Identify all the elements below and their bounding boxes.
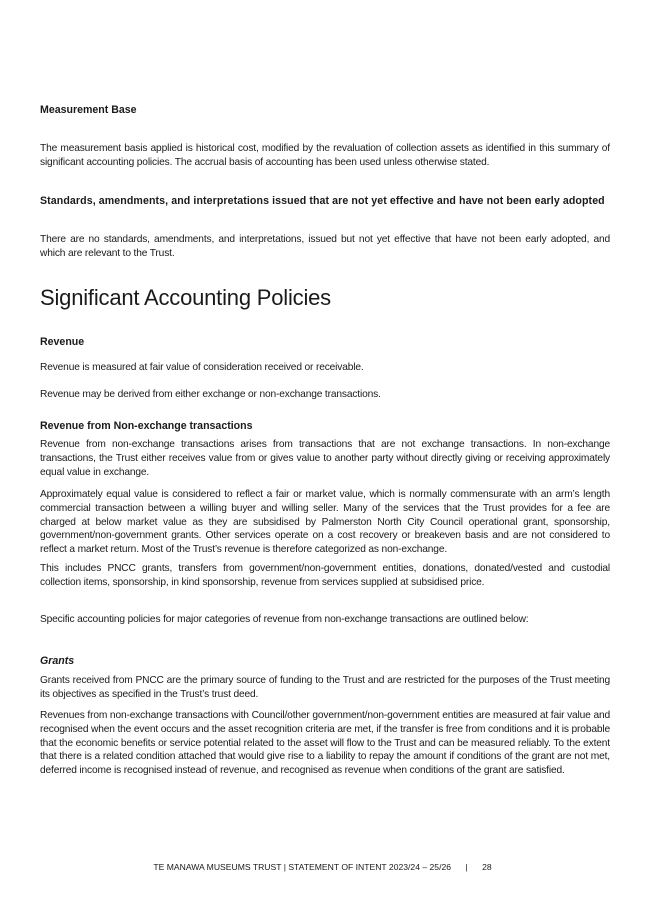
revenue-para-1: Revenue is measured at fair value of consideration received or receivable.	[40, 362, 364, 373]
footer-text: TE MANAWA MUSEUMS TRUST | STATEMENT OF INTENT 2023/24 – 25/26	[153, 862, 452, 872]
measurement-base-heading: Measurement Base	[40, 104, 137, 116]
measurement-base-body: The measurement basis applied is historical cost, modified by the revaluation of collection assets as identified in this summary of significant accounting policies. The accrual basis of accounting has been used unless otherwise stated.	[40, 143, 610, 168]
standards-heading: Standards, amendments, and interpretations issued that are not yet effective and have not been early adopted	[40, 195, 605, 207]
page-footer	[0, 862, 645, 872]
grants-para-2: Revenues from non-exchange transactions with Council/other government/non-government entities are measured at fair value and recognised when the event occurs and the asset recognition criteria are met, if the transfer is free from conditions and it is probable that the economic benefits or service potential related to the asset will flow to the Trust and can be measured reliably. To the extent that there is a related condition attached that would give rise to a liability to repay the amount if conditions of the grant are not met, deferred income is recognised instead of revenue, and recognised as revenue when conditions of the grant are satisfied.	[40, 710, 610, 777]
footer-separator: |	[465, 862, 468, 872]
non-exchange-para-2: Approximately equal value is considered to reflect a fair or market value, which is normally commensurate with an arm’s length commercial transaction between a willing buyer and willing seller. Many of the services that the Trust provides for a fee are charged at below market value as they are subsidised by Palmerston North City Council operational grant, sponsorship, government/non-government grants. Other services operate on a cost recovery or breakeven basis and are not considered to reflect a market return. Most of the Trust’s revenue is therefore categorized as non-exchange.	[40, 489, 610, 556]
non-exchange-para-3: This includes PNCC grants, transfers from government/non-government entities, donations, donated/vested and custodial collection items, sponsorship, in kind sponsorship, revenue from services supplied at subsidised price.	[40, 563, 610, 588]
grants-para-1: Grants received from PNCC are the primary source of funding to the Trust and are restricted for the purposes of the Trust meeting its objectives as specified in the Trust’s trust deed.	[40, 675, 610, 700]
revenue-para-2: Revenue may be derived from either exchange or non-exchange transactions.	[40, 389, 381, 400]
page-number: 28	[482, 862, 492, 872]
non-exchange-para-1: Revenue from non-exchange transactions arises from transactions that are not exchange transactions. In non-exchange transactions, the Trust either receives value from or gives value to another party without directly giving or receiving approximately equal value in exchange.	[40, 439, 610, 478]
non-exchange-para-4: Specific accounting policies for major categories of revenue from non-exchange transactions are outlined below:	[40, 614, 529, 625]
non-exchange-heading: Revenue from Non-exchange transactions	[40, 420, 253, 432]
revenue-heading: Revenue	[40, 336, 85, 348]
grants-heading: Grants	[40, 655, 75, 667]
significant-policies-title: Significant Accounting Policies	[40, 285, 331, 310]
standards-body: There are no standards, amendments, and interpretations, issued but not yet effective that have not been early adopted, and which are relevant to the Trust.	[40, 234, 610, 259]
